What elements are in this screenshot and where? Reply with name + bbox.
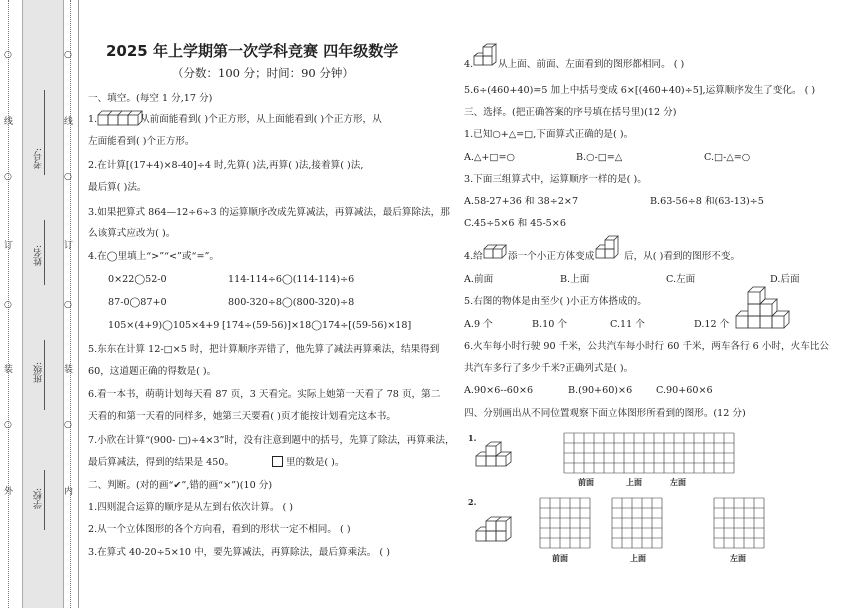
cube-structure-figure [736,288,800,332]
q7-text-end: 里的数是( )。 [286,457,345,468]
p2-label-left: 左面 [730,553,746,563]
cube-row-figure [98,110,138,128]
mc3-option-c: C.左面 [666,274,696,285]
name-underline [44,220,45,285]
mc1-option-c: C.□-△=○ [704,152,751,163]
q2-text-cont: 最后算( )法。 [88,182,147,193]
mc5-option-b: B.(90+60)×6 [568,385,633,396]
mc2-option-c: C.45÷5×6 和 45-5×6 [464,218,566,229]
margin-mark: 装 [64,365,74,375]
margin-mark: ○ [64,172,72,182]
judge-1: 1.四则混合运算的顺序是从左到右依次计算。 ( ) [88,502,294,513]
binding-strip [22,0,64,608]
p2-label-front: 前面 [552,553,568,563]
q1-number: 1. [88,114,98,125]
section-2-heading: 二、判断。(对的画“✔”,错的画“×”)(10 分) [88,480,273,491]
school-underline [44,470,45,530]
mc2-text: 3.下面三组算式中，运算顺序一样的是( )。 [464,174,647,185]
margin-mark: ○ [64,50,72,60]
page-subtitle: （分数：100 分；时间：90 分钟） [172,66,354,80]
p2-grid-front [540,498,592,550]
margin-mark: 订 [64,241,74,251]
mc3-option-d: D.后面 [770,274,800,285]
judge-4-text: 从上面、前面、左面看到的图形都相同。 ( ) [498,59,685,70]
compare-item: 0×22◯52-0 [108,274,167,285]
class-label: 班级: [34,362,44,384]
cube-figure-small [484,243,506,261]
judge-3: 3.在算式 40-20÷5×10 中，要先算减法，再算除法，最后算乘法。 ( ) [88,547,390,558]
mc2-option-a: A.58-27+36 和 38÷2×7 [464,196,579,207]
mc4-option-d: D.12 个 [694,319,730,330]
margin-mark: ○ [64,300,72,310]
mc3-option-b: B.上面 [560,274,590,285]
binding-margin [0,0,79,608]
section-3-heading: 三、选择。(把正确答案的序号填在括号里)(12 分) [464,107,677,118]
p2-solid-figure [476,515,516,547]
judge-2: 2.从一个立体图形的各个方向看，看到的形状一定不相同。 ( ) [88,524,351,535]
q1-text: 从前面能看到( )个正方形，从上面能看到( )个正方形，从 [140,114,382,125]
mc1-option-a: A.△+□=○ [464,152,515,163]
page-title: 2025 年上学期第一次学科竞赛 四年级数学 [106,42,399,60]
mc5-option-c: C.90+60×6 [656,385,713,396]
margin-mark: ○ [64,420,72,430]
q4-text: 4.在◯里填上“>”“<”或“=”。 [88,251,219,262]
q2-text: 2.在计算[(17+4)×8-40]÷4 时,先算( )法,再算( )法,接着算( )法, [88,160,364,171]
margin-mark: 装 [4,365,14,375]
mc3-text-mid: 添一个小正方体变成 [508,251,595,262]
mc2-option-b: B.63-56÷8 和(63-13)÷5 [650,196,764,207]
q7-text: 7.小欣在计算“(900- □)÷4×3”时，没有注意到题中的括号，先算了除法，再算乘法， [88,435,455,446]
exam-no-label: 考号: [34,148,44,170]
mc1-text: 1.已知○+△=□,下面算式正确的是( )。 [464,129,634,140]
q1-text-cont: 左面能看到( )个正方形。 [88,136,195,147]
p1-answer-grid [564,433,736,475]
margin-mark: ○ [4,420,12,430]
q5-text: 5.东东在计算 12-□×5 时，把计算顺序弄错了，他先算了减法再算乘法，结果得到 [88,344,440,355]
school-label: 学校: [34,488,44,510]
p1-label-front: 前面 [578,477,594,487]
mc1-option-b: B.○-□=△ [576,152,623,163]
section-1-heading: 一、填空。(每空 1 分,17 分) [88,93,213,104]
q5-text-cont: 60，这道题正确的得数是( )。 [88,366,217,377]
mc4-option-b: B.10 个 [532,319,567,330]
mc4-text: 5.右图的物体是由至少( )小正方体搭成的。 [464,296,647,307]
margin-mark: 订 [4,241,14,251]
p1-number: 1. [468,433,477,443]
p1-label-top: 上面 [626,477,642,487]
mc3-option-a: A.前面 [464,274,494,285]
p2-grid-left [714,498,766,550]
p1-label-left: 左面 [670,477,686,487]
cube-stack-figure [474,46,500,70]
q6-text-cont: 天看的和第一天看的同样多，她第三天要看( )页才能按计划看完这本书。 [88,411,396,422]
judge-5: 5.6÷(460+40)=5 加上中括号变成 6×[(460+40)÷5],运算顺序发生了变化。 ( ) [464,85,816,96]
mc5-option-a: A.90×6--60×6 [464,385,534,396]
cube-figure-added [596,238,624,260]
margin-mark: 线 [4,117,14,127]
q7-text-cont: 最后算减法，得到的结果是 450。 [88,457,235,468]
p2-grid-top [612,498,664,550]
q3-text: 3.如果把算式 864—12÷6÷3 的运算顺序改成先算减法，再算减法，最后算除法，那 [88,207,450,218]
name-label: 姓名: [34,245,44,267]
compare-item: 105×(4+9)◯105×4+9 [108,320,220,331]
compare-item: 114-114÷6◯(114-114)÷6 [228,274,355,285]
margin-mark: 线 [64,117,74,127]
section-4-heading: 四、分别画出从不同位置观察下面立体图形所看到的图形。(12 分) [464,408,746,419]
margin-mark: ○ [4,300,12,310]
compare-item: 87-0◯87+0 [108,297,167,308]
judge-4-number: 4. [464,59,474,70]
exam-no-underline [44,90,45,175]
class-underline [44,340,45,410]
mc3-text: 4.给 [464,251,483,262]
compare-item: [174÷(59-56)]×18◯174÷[(59-56)×18] [222,320,412,331]
blank-square [272,456,283,467]
q6-text: 6.看一本书，萌萌计划每天看 87 页，3 天看完。实际上她第一天看了 78 页，第二 [88,389,441,400]
mc3-text-end: 后，从( )看到的图形不变。 [624,251,741,262]
margin-mark: ○ [4,50,12,60]
mc4-option-a: A.9 个 [464,319,493,330]
p2-number: 2. [468,497,477,507]
p1-solid-figure [476,446,520,472]
p2-label-top: 上面 [630,553,646,563]
margin-mark: 内 [64,487,74,497]
mc5-text: 6.火车每小时行驶 90 千米，公共汽车每小时行 60 千米，两车各行 6 小时，火车比公 [464,341,829,352]
margin-mark: 外 [4,487,14,497]
q3-text-cont: 么该算式应改为( )。 [88,228,176,239]
compare-item: 800-320÷8◯(800-320)÷8 [228,297,355,308]
margin-mark: ○ [4,172,12,182]
mc5-text-cont: 共汽车多行了多少千米?正确列式是( )。 [464,363,634,374]
mc4-option-c: C.11 个 [610,319,645,330]
